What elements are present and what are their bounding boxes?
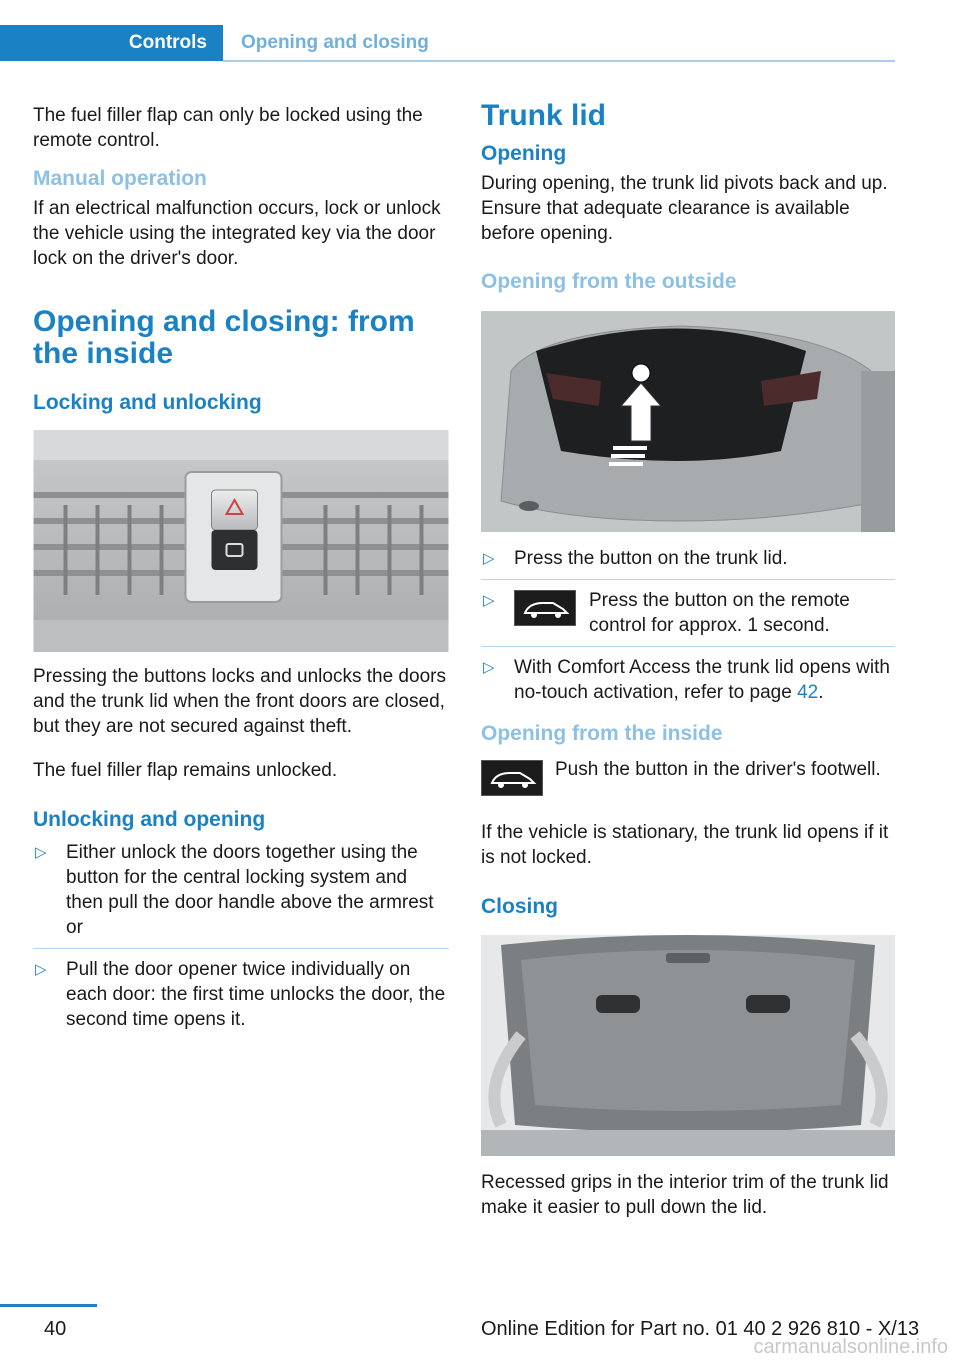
closing-text: Recessed grips in the interior trim of the trunk lid make it easier to pull down the lid. — [481, 1172, 889, 1218]
fuel-flap-text: The fuel filler flap can only be locked using the remote control. — [33, 105, 423, 151]
list-item-text: Either unlock the doors together using the button for the central locking system and then pull the door handle above the armrest or — [66, 842, 434, 938]
list-item — [481, 546, 895, 580]
inside-button-block — [481, 757, 895, 807]
remote-trunk-button-icon — [514, 590, 576, 626]
list-item-text-end: . — [818, 682, 824, 703]
opening-heading: Opening — [481, 142, 567, 165]
header-section-tab — [0, 25, 223, 61]
list-item — [33, 840, 449, 949]
trunk-interior-figure — [481, 935, 895, 1156]
list-item — [481, 655, 895, 713]
closing-heading: Closing — [481, 895, 558, 918]
unlocking-list — [33, 840, 449, 1040]
fuel-unlocked-text: The fuel filler flap remains unlocked. — [33, 760, 338, 781]
header-section-label: Controls — [128, 32, 207, 53]
locking-heading: Locking and unlocking — [33, 391, 262, 414]
page-link[interactable]: 42 — [797, 682, 819, 703]
section-heading-inside: Opening and closing: from the inside — [33, 305, 415, 370]
triangle-bullet-icon: ▷ — [35, 844, 47, 861]
stationary-text: If the vehicle is stationary, the trunk lid opens if it is not locked. — [481, 822, 889, 868]
header-subsection: Opening and closing — [241, 32, 429, 53]
edition-text: Online Edition for Part no. 01 40 2 926 810 - X/13 — [481, 1318, 920, 1340]
manual-operation-text: If an electrical malfunction occurs, lock or unlock the vehicle using the integrated key via the door lock on the driver's door. — [33, 198, 441, 269]
locking-buttons-figure — [33, 430, 449, 652]
manual-operation-heading: Manual operation — [33, 167, 207, 190]
opening-text: During opening, the trunk lid pivots back and up. Ensure that adequate clearance is available before opening. — [481, 173, 888, 244]
trunk-exterior-figure — [481, 311, 895, 532]
list-item-text: Press the button on the remote control for approx. 1 second. — [589, 590, 850, 636]
list-item-text: Press the button on the trunk lid. — [514, 548, 788, 569]
triangle-bullet-icon: ▷ — [483, 592, 495, 609]
right-column — [481, 100, 895, 1220]
unlocking-heading: Unlocking and opening — [33, 808, 266, 831]
locking-text: Pressing the buttons locks and unlocks the doors and the trunk lid when the front doors are closed, but they are not secured against theft. — [33, 666, 446, 737]
trunk-lid-heading: Trunk lid — [481, 99, 607, 132]
list-item-text: Pull the door opener twice individually on each door: the first time unlocks the door, the second time opens it. — [66, 959, 446, 1030]
header-rule — [223, 60, 895, 62]
outside-list — [481, 546, 895, 713]
foot-well-trunk-button-icon — [481, 760, 543, 796]
triangle-bullet-icon: ▷ — [35, 961, 47, 978]
left-column — [33, 100, 449, 1048]
list-item — [481, 588, 895, 647]
triangle-bullet-icon: ▷ — [483, 550, 495, 567]
triangle-bullet-icon: ▷ — [483, 659, 495, 676]
list-item — [33, 957, 449, 1040]
list-item-text: With Comfort Access the trunk lid opens with no-touch activation, refer to page — [514, 657, 890, 703]
opening-outside-heading: Opening from the outside — [481, 270, 737, 293]
footer-rule — [0, 1304, 97, 1307]
inside-text: Push the button in the driver's footwell. — [555, 759, 881, 780]
page-number: 40 — [44, 1318, 67, 1340]
opening-inside-heading: Opening from the inside — [481, 722, 723, 745]
watermark: carmanualsonline.info — [753, 1336, 948, 1358]
